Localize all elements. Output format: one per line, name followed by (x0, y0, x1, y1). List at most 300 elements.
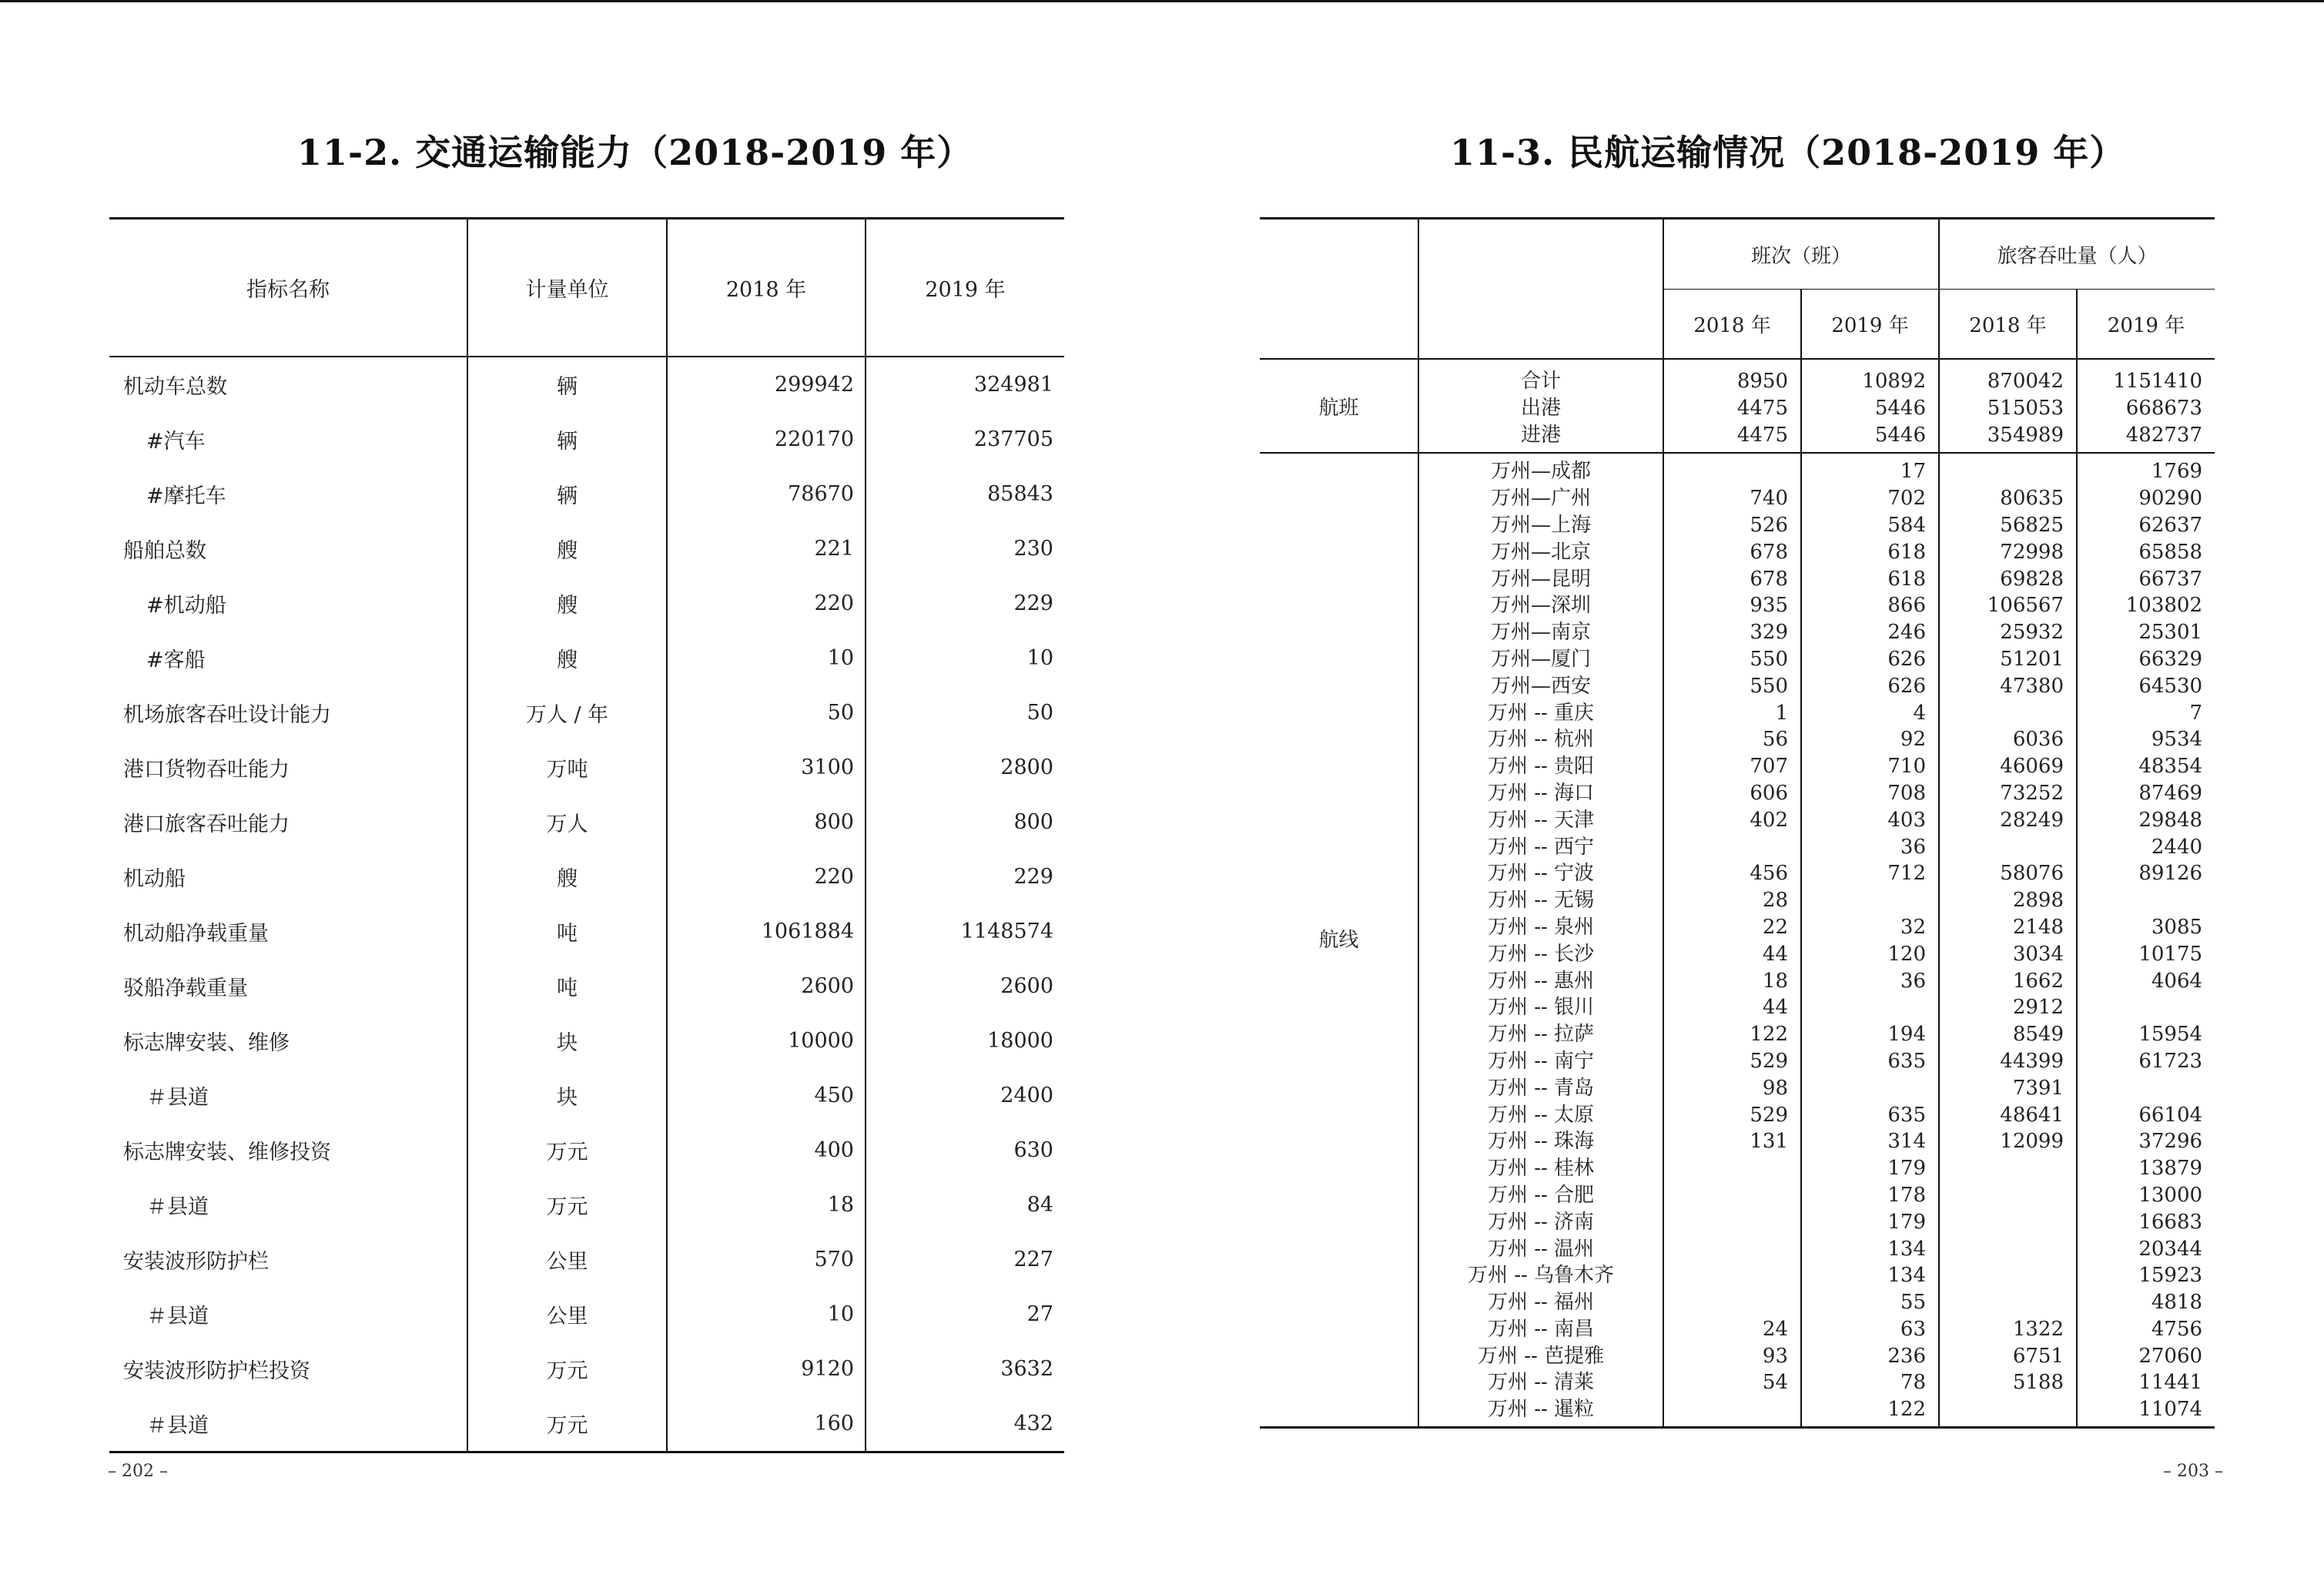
passengers-2018-value (1952, 458, 2064, 485)
flights-section-row (1260, 359, 2215, 453)
value-2019-cell: 10 (866, 631, 1064, 685)
indicator-name-cell: 安装波形防护栏投资 (123, 1359, 310, 1383)
passengers-2018-value: 28249 (2000, 808, 2064, 832)
passengers-2019-value: 1151410 (2113, 370, 2203, 393)
passengers-2018-value: 5188 (2012, 1371, 2064, 1395)
flights-2018-value (1676, 1396, 1788, 1423)
route-name: 万州 -- 宁波 (1487, 862, 1595, 886)
value-2018-cell: 220 (667, 576, 866, 631)
header-flights-2018: 2018 年 (1663, 290, 1801, 360)
passengers-2018-column (1939, 359, 2077, 453)
value-2019-cell: 229 (866, 849, 1064, 904)
passengers-2018-value: 870042 (1987, 370, 2064, 393)
flights-2018-value: 550 (1750, 674, 1788, 698)
passengers-2019-value (2090, 994, 2202, 1021)
passengers-2018-value (1952, 1289, 2064, 1316)
unit-cell: 吨 (467, 904, 667, 959)
transport-capacity-body (109, 357, 1064, 1452)
table-header-row-group (1260, 219, 2215, 290)
flights-2018-value: 4475 (1736, 423, 1788, 447)
value-2019-cell: 18000 (866, 1013, 1064, 1068)
flights-2018-value: 44 (1762, 942, 1788, 966)
passengers-2019-value: 16683 (2138, 1210, 2203, 1234)
flights-2018-value: 529 (1750, 1049, 1788, 1073)
value-2019-cell: 230 (866, 521, 1064, 576)
value-2018-cell: 1061884 (667, 904, 866, 959)
right-page (1162, 0, 2324, 1588)
passengers-2019-value: 4818 (2151, 1291, 2203, 1315)
table-row (109, 631, 1064, 685)
route-name: 万州—南京 (1490, 621, 1591, 645)
indicator-name-cell: 机动船净载重量 (123, 922, 269, 946)
route-name: 万州 -- 南昌 (1487, 1317, 1595, 1341)
passengers-2019-value: 13879 (2138, 1157, 2203, 1181)
flights-2019-value (1814, 994, 1926, 1021)
route-name: 万州 -- 乌鲁木齐 (1467, 1264, 1615, 1288)
passengers-2019-value: 15923 (2138, 1264, 2203, 1288)
passengers-2019-value: 11074 (2138, 1398, 2203, 1422)
unit-cell: 块 (467, 1068, 667, 1123)
flights-2018-value (1676, 1236, 1788, 1263)
unit-cell: 万元 (467, 1178, 667, 1232)
value-2019-cell: 2800 (866, 740, 1064, 795)
passengers-2018-value: 1662 (2012, 969, 2064, 993)
route-name: 万州 -- 珠海 (1487, 1130, 1595, 1154)
header-2019: 2019 年 (866, 219, 1064, 357)
route-name: 万州 -- 海口 (1487, 781, 1595, 805)
flights-2019-value: 236 (1887, 1344, 1927, 1368)
indicator-name-cell: ＃县道 (146, 1195, 209, 1219)
passengers-2019-value (2090, 1075, 2202, 1102)
route-name: 出港 (1520, 396, 1561, 420)
value-2018-cell: 3100 (667, 740, 866, 795)
route-name: 万州 -- 银川 (1487, 996, 1595, 1020)
routes-section-row (1260, 453, 2215, 1427)
value-2018-cell: 299942 (667, 357, 866, 412)
flights-2019-value: 626 (1887, 647, 1927, 671)
route-name: 万州—成都 (1490, 460, 1591, 484)
flights-2019-value: 36 (1900, 969, 1927, 993)
indicator-name-cell: 船舶总数 (123, 539, 206, 563)
civil-aviation-table (1260, 217, 2215, 1429)
value-2019-cell: 1148574 (866, 904, 1064, 959)
indicator-name-cell: ＃县道 (109, 1396, 467, 1452)
passengers-2019-value: 2440 (2151, 835, 2203, 859)
flights-2019-value: 866 (1887, 594, 1927, 618)
unit-cell: 万人 / 年 (467, 685, 667, 740)
value-2019-cell: 237705 (866, 412, 1064, 467)
passengers-2018-value: 12099 (2000, 1130, 2064, 1154)
route-name: 进港 (1520, 423, 1561, 447)
value-2018-cell: 9120 (667, 1342, 866, 1396)
passengers-2018-value: 44399 (2000, 1049, 2064, 1073)
header-unit: 计量单位 (467, 219, 667, 357)
flights-2018-value: 44 (1762, 996, 1788, 1020)
value-2019-cell: 27 (866, 1287, 1064, 1342)
unit-cell: 辆 (467, 467, 667, 521)
unit-cell: 艘 (467, 631, 667, 685)
flights-2019-value: 584 (1887, 513, 1927, 537)
flights-2018-value: 935 (1750, 594, 1788, 618)
route-name: 万州 -- 杭州 (1487, 728, 1595, 752)
route-name: 万州 -- 西宁 (1487, 835, 1595, 859)
flights-2019-value: 92 (1900, 728, 1927, 752)
flights-2019-value: 710 (1887, 755, 1927, 779)
passengers-2018-value: 46069 (2000, 755, 2064, 779)
flights-2018-value: 550 (1750, 647, 1788, 671)
passengers-2019-value: 89126 (2138, 862, 2203, 886)
passengers-2019-value: 3085 (2151, 915, 2203, 939)
unit-cell: 辆 (467, 357, 667, 412)
passengers-2019-value: 29848 (2138, 808, 2203, 832)
passengers-2019-value: 482737 (2125, 423, 2203, 447)
flights-2019-value: 120 (1887, 942, 1927, 966)
passengers-2018-value (1952, 1155, 2064, 1182)
flights-2019-value: 5446 (1874, 396, 1927, 420)
flights-2018-value: 456 (1750, 862, 1788, 886)
passengers-2019-value: 65858 (2138, 540, 2203, 564)
table-row (109, 1178, 1064, 1232)
passengers-2018-value: 515053 (1987, 396, 2064, 420)
passengers-2018-value: 80635 (2000, 487, 2064, 511)
passengers-2019-value: 13000 (2138, 1183, 2203, 1207)
flights-2019-value: 708 (1887, 781, 1927, 805)
route-name: 万州 -- 惠州 (1487, 969, 1595, 993)
route-name: 万州—上海 (1490, 513, 1591, 537)
header-blank-item (1418, 219, 1663, 360)
unit-cell: 万元 (467, 1396, 667, 1452)
unit-cell: 万人 (467, 795, 667, 849)
flights-2019-value: 32 (1900, 915, 1927, 939)
table-row (109, 959, 1064, 1013)
value-2019-cell: 630 (866, 1123, 1064, 1178)
value-2018-cell: 78670 (667, 467, 866, 521)
table-row (109, 849, 1064, 904)
indicator-name-cell: 安装波形防护栏 (123, 1250, 269, 1274)
value-2018-cell: 400 (667, 1123, 866, 1178)
flights-2018-value (1676, 1209, 1788, 1236)
route-name: 万州 -- 长沙 (1487, 942, 1595, 966)
passengers-2019-value: 64530 (2138, 674, 2203, 698)
routes-section (1260, 453, 2215, 1427)
passengers-2019-value: 4756 (2151, 1317, 2203, 1341)
passengers-2018-value (1952, 1182, 2064, 1209)
value-2019-cell: 229 (866, 576, 1064, 631)
route-name: 万州 -- 暹粒 (1487, 1398, 1595, 1422)
flights-2019-value: 712 (1887, 862, 1927, 886)
header-2018: 2018 年 (667, 219, 866, 357)
header-blank-category (1260, 219, 1418, 360)
passengers-2019-value: 668673 (2125, 396, 2203, 420)
table-row (109, 467, 1064, 521)
right-page-number: – 203 – (2163, 1462, 2223, 1481)
flights-2019-value: 63 (1900, 1317, 1927, 1341)
routes-item-column (1418, 453, 1663, 1427)
value-2018-cell: 10 (667, 1287, 866, 1342)
passengers-2019-column (2077, 359, 2215, 453)
value-2018-cell: 2600 (667, 959, 866, 1013)
value-2019-cell: 3632 (866, 1342, 1064, 1396)
flights-2019-value: 246 (1887, 621, 1927, 645)
value-2019-cell: 324981 (866, 357, 1064, 412)
route-name: 万州—西安 (1490, 674, 1591, 698)
header-passengers-2019: 2019 年 (2077, 290, 2215, 360)
passengers-2018-value: 56825 (2000, 513, 2064, 537)
table-header-row (109, 219, 1064, 357)
flights-2019-value: 122 (1887, 1398, 1927, 1422)
flights-2018-value: 93 (1762, 1344, 1788, 1368)
passengers-2019-value: 4064 (2151, 969, 2203, 993)
table-row (109, 685, 1064, 740)
flights-2018-value: 678 (1750, 567, 1788, 591)
flights-2019-value: 134 (1887, 1237, 1927, 1261)
flights-2019-value: 194 (1887, 1023, 1927, 1047)
flights-2019-value: 635 (1887, 1103, 1927, 1127)
value-2018-cell: 220 (667, 849, 866, 904)
passengers-2019-value: 103802 (2125, 594, 2203, 618)
flights-2019-value: 618 (1887, 567, 1927, 591)
flights-2019-value (1814, 1075, 1926, 1102)
value-2018-cell: 800 (667, 795, 866, 849)
flights-2019-value: 17 (1900, 460, 1927, 484)
passengers-2018-value: 7391 (2012, 1076, 2064, 1100)
flights-2019-value (1814, 887, 1926, 914)
header-flights-group: 班次（班） (1663, 219, 1939, 290)
flights-2019-value: 134 (1887, 1264, 1927, 1288)
route-name: 万州 -- 太原 (1487, 1103, 1595, 1127)
route-name: 万州 -- 拉萨 (1487, 1023, 1595, 1047)
passengers-2018-value: 47380 (2000, 674, 2064, 698)
table-row (109, 1068, 1064, 1123)
unit-cell: 艘 (467, 849, 667, 904)
table-row (109, 1232, 1064, 1287)
passengers-2019-value: 66329 (2138, 647, 2203, 671)
passengers-2019-value: 11441 (2138, 1371, 2203, 1395)
route-name: 万州 -- 贵阳 (1487, 755, 1595, 779)
indicator-name-cell: 机动船 (123, 867, 186, 891)
routes-flights-2018-column (1663, 453, 1801, 1427)
route-name: 合计 (1520, 370, 1561, 393)
passengers-2018-value: 72998 (2000, 540, 2064, 564)
passengers-2019-value: 15954 (2138, 1023, 2203, 1047)
flights-2018-value: 707 (1750, 755, 1788, 779)
right-page-title: 11-3. 民航运输情况（2018-2019 年） (1450, 132, 2126, 173)
flights-2018-value: 131 (1750, 1130, 1788, 1154)
routes-passengers-2018-column (1939, 453, 2077, 1427)
flights-2019-value: 178 (1887, 1183, 1927, 1207)
table-row (109, 357, 1064, 412)
routes-section-label: 航线 (1260, 453, 1418, 1427)
passengers-2019-value: 25301 (2138, 621, 2203, 645)
flights-2018-value (1676, 1155, 1788, 1182)
route-name: 万州—昆明 (1490, 567, 1591, 591)
route-name: 万州 -- 重庆 (1487, 701, 1595, 725)
flights-2018-value (1676, 1262, 1788, 1289)
passengers-2018-value: 6036 (2012, 728, 2064, 752)
unit-cell: 吨 (467, 959, 667, 1013)
value-2019-cell: 432 (866, 1396, 1064, 1452)
flights-2018-column (1663, 359, 1801, 453)
unit-cell: 公里 (467, 1232, 667, 1287)
passengers-2018-value: 106567 (1987, 594, 2064, 618)
flights-2018-value: 402 (1750, 808, 1788, 832)
value-2018-cell: 18 (667, 1178, 866, 1232)
indicator-name-cell: 港口货物吞吐能力 (123, 758, 290, 782)
flights-2019-value: 403 (1887, 808, 1927, 832)
unit-cell: 万吨 (467, 740, 667, 795)
route-name: 万州 -- 温州 (1487, 1237, 1595, 1261)
passengers-2018-value (1952, 834, 2064, 861)
flights-2018-value: 740 (1750, 487, 1788, 511)
value-2019-cell: 84 (866, 1178, 1064, 1232)
flights-2018-value: 529 (1750, 1103, 1788, 1127)
passengers-2018-value: 58076 (2000, 862, 2064, 886)
table-row (109, 521, 1064, 576)
transport-capacity-table (109, 217, 1064, 1453)
route-name: 万州 -- 青岛 (1487, 1076, 1595, 1100)
value-2019-cell: 50 (866, 685, 1064, 740)
flights-2019-value: 4 (1913, 701, 1927, 725)
flights-2018-value: 678 (1750, 540, 1788, 564)
passengers-2019-value: 27060 (2138, 1344, 2203, 1368)
indicator-name-cell: 标志牌安装、维修投资 (123, 1141, 331, 1164)
table-row (109, 740, 1064, 795)
value-2018-cell: 221 (667, 521, 866, 576)
table-row (109, 1287, 1064, 1342)
passengers-2019-value: 1769 (2151, 460, 2203, 484)
flights-2018-value: 54 (1762, 1371, 1788, 1395)
flights-2018-value: 98 (1762, 1076, 1788, 1100)
route-name: 万州 -- 无锡 (1487, 889, 1595, 913)
flights-2018-value: 8950 (1736, 370, 1788, 393)
passengers-2019-value: 66104 (2138, 1103, 2203, 1127)
passengers-2018-value (1952, 1209, 2064, 1236)
route-name: 万州 -- 桂林 (1487, 1157, 1595, 1181)
indicator-name-cell: #机动船 (146, 594, 226, 618)
flights-2019-value: 36 (1900, 835, 1927, 859)
passengers-2019-value: 61723 (2138, 1049, 2203, 1073)
passengers-2018-value: 51201 (2000, 647, 2064, 671)
route-name: 万州—北京 (1490, 540, 1591, 564)
value-2018-cell: 160 (667, 1396, 866, 1452)
indicator-name-cell: 港口旅客吞吐能力 (123, 812, 290, 836)
value-2018-cell: 50 (667, 685, 866, 740)
indicator-name-cell: #汽车 (146, 430, 206, 454)
route-name: 万州 -- 芭提雅 (1477, 1344, 1605, 1368)
flights-section (1260, 359, 2215, 453)
flights-2019-value: 179 (1887, 1157, 1927, 1181)
flights-2019-value: 702 (1887, 487, 1927, 511)
route-name: 万州—广州 (1490, 487, 1591, 511)
flights-2018-value: 24 (1762, 1317, 1788, 1341)
indicator-name-cell: 机动车总数 (123, 375, 227, 399)
left-page-title: 11-2. 交通运输能力（2018-2019 年） (297, 132, 973, 173)
flights-2018-value: 606 (1750, 781, 1788, 805)
value-2018-cell: 450 (667, 1068, 866, 1123)
passengers-2019-value: 20344 (2138, 1237, 2203, 1261)
passengers-2019-value: 87469 (2138, 781, 2203, 805)
routes-flights-2019-column (1801, 453, 1939, 1427)
value-2018-cell: 10 (667, 631, 866, 685)
flights-2019-value: 5446 (1874, 423, 1927, 447)
indicator-name-cell: #客船 (146, 648, 206, 672)
passengers-2018-value (1952, 1262, 2064, 1289)
passengers-2019-value: 48354 (2138, 755, 2203, 779)
header-indicator: 指标名称 (109, 219, 467, 357)
value-2018-cell: 570 (667, 1232, 866, 1287)
passengers-2019-value: 10175 (2138, 942, 2203, 966)
left-page-number: – 202 – (108, 1462, 168, 1481)
passengers-2018-value: 2912 (2012, 996, 2064, 1020)
table-row (109, 576, 1064, 631)
flights-2018-value (1676, 458, 1788, 485)
flights-2018-value: 4475 (1736, 396, 1788, 420)
flights-2018-value: 56 (1762, 728, 1788, 752)
value-2018-cell: 220170 (667, 412, 866, 467)
passengers-2018-value: 69828 (2000, 567, 2064, 591)
passengers-2019-value: 7 (2189, 701, 2203, 725)
unit-cell: 公里 (467, 1287, 667, 1342)
flights-2019-column (1801, 359, 1939, 453)
route-name: 万州—厦门 (1490, 647, 1591, 671)
passengers-2019-value: 90290 (2138, 487, 2203, 511)
passengers-2018-value: 48641 (2000, 1103, 2064, 1127)
value-2019-cell: 800 (866, 795, 1064, 849)
value-2019-cell: 2600 (866, 959, 1064, 1013)
passengers-2018-value: 73252 (2000, 781, 2064, 805)
passengers-2018-value (1952, 1236, 2064, 1263)
passengers-2018-value (1952, 1396, 2064, 1423)
flights-2018-value: 1 (1775, 701, 1788, 725)
flights-2018-value (1676, 1289, 1788, 1316)
passengers-2018-value: 1322 (2012, 1317, 2064, 1341)
flights-2018-value: 28 (1762, 889, 1788, 913)
unit-cell: 万元 (467, 1123, 667, 1178)
flights-item-column (1418, 359, 1663, 453)
flights-2019-value: 78 (1900, 1371, 1927, 1395)
passengers-2018-value: 2148 (2012, 915, 2064, 939)
passengers-2019-value: 62637 (2138, 513, 2203, 537)
indicator-name-cell: ＃县道 (146, 1086, 209, 1110)
flights-2019-value: 10892 (1862, 370, 1927, 393)
passengers-2018-value: 8549 (2012, 1023, 2064, 1047)
table-row (109, 412, 1064, 467)
passengers-2019-value: 9534 (2151, 728, 2203, 752)
table-row (109, 795, 1064, 849)
routes-passengers-2019-column (2077, 453, 2215, 1427)
value-2019-cell: 2400 (866, 1068, 1064, 1123)
unit-cell: 块 (467, 1013, 667, 1068)
flights-2018-value: 18 (1762, 969, 1788, 993)
passengers-2018-value: 6751 (2012, 1344, 2064, 1368)
flights-2019-value: 626 (1887, 674, 1927, 698)
unit-cell: 艘 (467, 576, 667, 631)
table-row (109, 1342, 1064, 1396)
passengers-2018-value (1952, 700, 2064, 727)
indicator-name-cell: 标志牌安装、维修 (123, 1031, 290, 1055)
table-row (109, 1396, 1064, 1452)
unit-cell: 艘 (467, 521, 667, 576)
passengers-2019-value: 66737 (2138, 567, 2203, 591)
flights-2019-value: 314 (1887, 1130, 1927, 1154)
flights-2018-value: 122 (1750, 1023, 1788, 1047)
route-name: 万州 -- 济南 (1487, 1210, 1595, 1234)
table-row (109, 904, 1064, 959)
route-name: 万州 -- 泉州 (1487, 915, 1595, 939)
flights-2019-value: 635 (1887, 1049, 1927, 1073)
value-2018-cell: 10000 (667, 1013, 866, 1068)
passengers-2018-value: 354989 (1987, 423, 2064, 447)
